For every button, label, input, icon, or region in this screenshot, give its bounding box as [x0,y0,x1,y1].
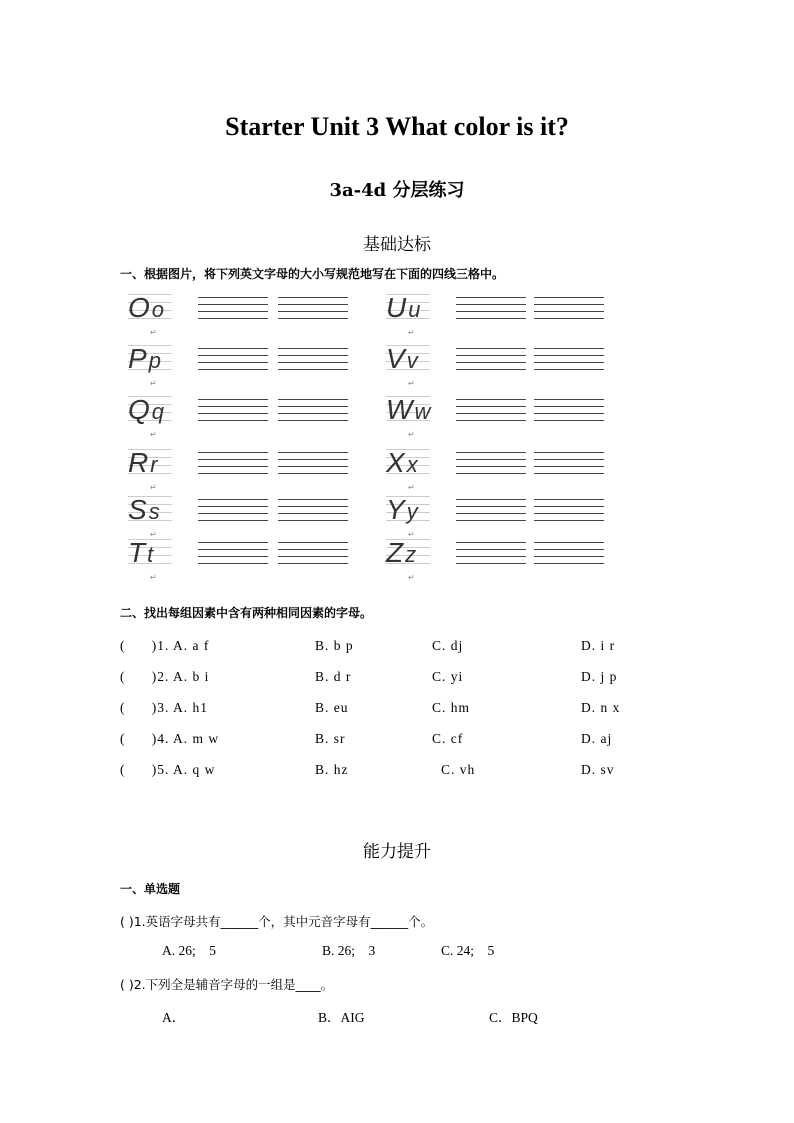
lowercase-letter: y [406,499,420,524]
lowercase-letter: r [150,452,160,477]
four-line-grid[interactable] [278,542,348,570]
question-stem-1: ( )1.英语字母共有______个，其中元音字母有______个。 [120,914,434,929]
uppercase-letter: P [128,343,149,374]
four-line-grid[interactable] [456,348,526,376]
uppercase-letter: T [128,537,148,568]
four-line-grid[interactable] [456,452,526,480]
question-option-c[interactable]: C. dj [432,638,464,653]
four-line-grid[interactable] [456,399,526,427]
question-row [120,731,640,749]
four-line-grid[interactable] [534,348,604,376]
question-row [120,762,640,780]
lowercase-letter: o [151,297,167,322]
question-row [120,638,640,656]
uppercase-letter: R [128,447,151,478]
return-mark-icon: ↵ [408,430,415,439]
four-line-grid[interactable] [278,348,348,376]
question-row [120,700,640,718]
return-mark-icon: ↵ [150,430,157,439]
four-line-grid[interactable] [198,297,268,325]
lowercase-letter: p [148,348,163,373]
four-line-grid[interactable] [456,297,526,325]
uppercase-letter: Z [386,537,406,568]
uppercase-letter: X [386,447,407,478]
four-line-grid[interactable] [534,297,604,325]
option-b: B．AIG [318,1010,365,1025]
question-option-a[interactable]: ( )2. A. b i [120,669,210,684]
single-choice-heading: 一、单选题 [120,882,181,896]
four-line-grid[interactable] [534,399,604,427]
option-b: B. 26; 3 [322,943,376,958]
uppercase-letter: Y [386,494,407,525]
letter-pair [386,447,420,479]
return-mark-icon: ↵ [408,379,415,388]
uppercase-letter: V [386,343,407,374]
letter-pair [386,343,420,375]
question-option-b[interactable]: B. b p [315,638,354,653]
question-option-c[interactable]: C. vh [441,762,476,777]
letter-pair [386,292,422,324]
four-line-grid[interactable] [278,399,348,427]
question-option-b[interactable]: B. hz [315,762,349,777]
option-c: C．BPQ [489,1010,538,1025]
page-subtitle: 3a-4d 分层练习 [329,180,465,201]
return-mark-icon: ↵ [150,483,157,492]
question-heading-2: 二、找出每组因素中含有两种相同因素的字母。 [120,606,373,620]
lowercase-letter: u [408,297,423,322]
lowercase-letter: x [406,452,420,477]
four-line-grid[interactable] [278,499,348,527]
four-line-grid[interactable] [198,499,268,527]
lowercase-letter: w [414,399,433,424]
four-line-grid[interactable] [534,499,604,527]
section-title-advanced: 能力提升 [363,842,431,862]
question-option-d[interactable]: D. n x [581,700,621,715]
return-mark-icon: ↵ [150,530,157,539]
letter-pair [386,394,432,426]
letter-pair [128,494,162,526]
lowercase-letter: q [151,399,167,424]
four-line-grid[interactable] [456,542,526,570]
letter-pair [128,292,166,324]
return-mark-icon: ↵ [408,328,415,337]
letter-pair [128,537,155,569]
question-option-a[interactable]: ( )5. A. q w [120,762,216,777]
lowercase-letter: z [405,542,419,567]
return-mark-icon: ↵ [150,573,157,582]
uppercase-letter: U [386,292,409,323]
question-option-b[interactable]: B. d r [315,669,352,684]
return-mark-icon: ↵ [150,328,157,337]
return-mark-icon: ↵ [150,379,157,388]
question-option-c[interactable]: C. yi [432,669,464,684]
question-option-b[interactable]: B. sr [315,731,346,746]
question-option-d[interactable]: D. j p [581,669,618,684]
four-line-grid[interactable] [278,297,348,325]
question-option-a[interactable]: ( )1. A. a f [120,638,210,653]
question-option-d[interactable]: D. i r [581,638,616,653]
four-line-grid[interactable] [198,542,268,570]
question-row [120,669,640,687]
question-option-c[interactable]: C. hm [432,700,471,715]
question-heading-1: 一、根据图片，将下列英文字母的大小写规范地写在下面的四线三格中。 [120,267,505,281]
return-mark-icon: ↵ [408,530,415,539]
uppercase-letter: S [128,494,149,525]
four-line-grid[interactable] [534,452,604,480]
four-line-grid[interactable] [278,452,348,480]
return-mark-icon: ↵ [408,573,415,582]
four-line-grid[interactable] [198,452,268,480]
question-option-d[interactable]: D. sv [581,762,615,777]
letter-pair [386,494,420,526]
page-title: Starter Unit 3 What color is it? [225,112,569,141]
return-mark-icon: ↵ [408,483,415,492]
question-stem-2: ( )2.下列全是辅音字母的一组是____。 [120,977,334,992]
letter-pair [128,447,160,479]
lowercase-letter: s [148,499,162,524]
lowercase-letter: t [147,542,156,567]
question-option-d[interactable]: D. aj [581,731,613,746]
question-option-b[interactable]: B. eu [315,700,349,715]
four-line-grid[interactable] [456,499,526,527]
letter-pair [386,537,418,569]
question-option-c[interactable]: C. cf [432,731,464,746]
lowercase-letter: v [406,348,420,373]
option-a: A. 26; 5 [162,943,216,958]
option-a: A． [162,1010,186,1025]
four-line-grid[interactable] [534,542,604,570]
question-option-a[interactable]: ( )4. A. m w [120,731,220,746]
section-title-basic: 基础达标 [363,235,431,255]
uppercase-letter: O [128,292,152,323]
uppercase-letter: W [386,394,415,425]
option-c: C. 24; 5 [441,943,495,958]
letter-pair [128,343,163,375]
four-line-grid[interactable] [198,348,268,376]
question-option-a[interactable]: ( )3. A. h1 [120,700,208,715]
uppercase-letter: Q [128,394,152,425]
letter-pair [128,394,166,426]
four-line-grid[interactable] [198,399,268,427]
